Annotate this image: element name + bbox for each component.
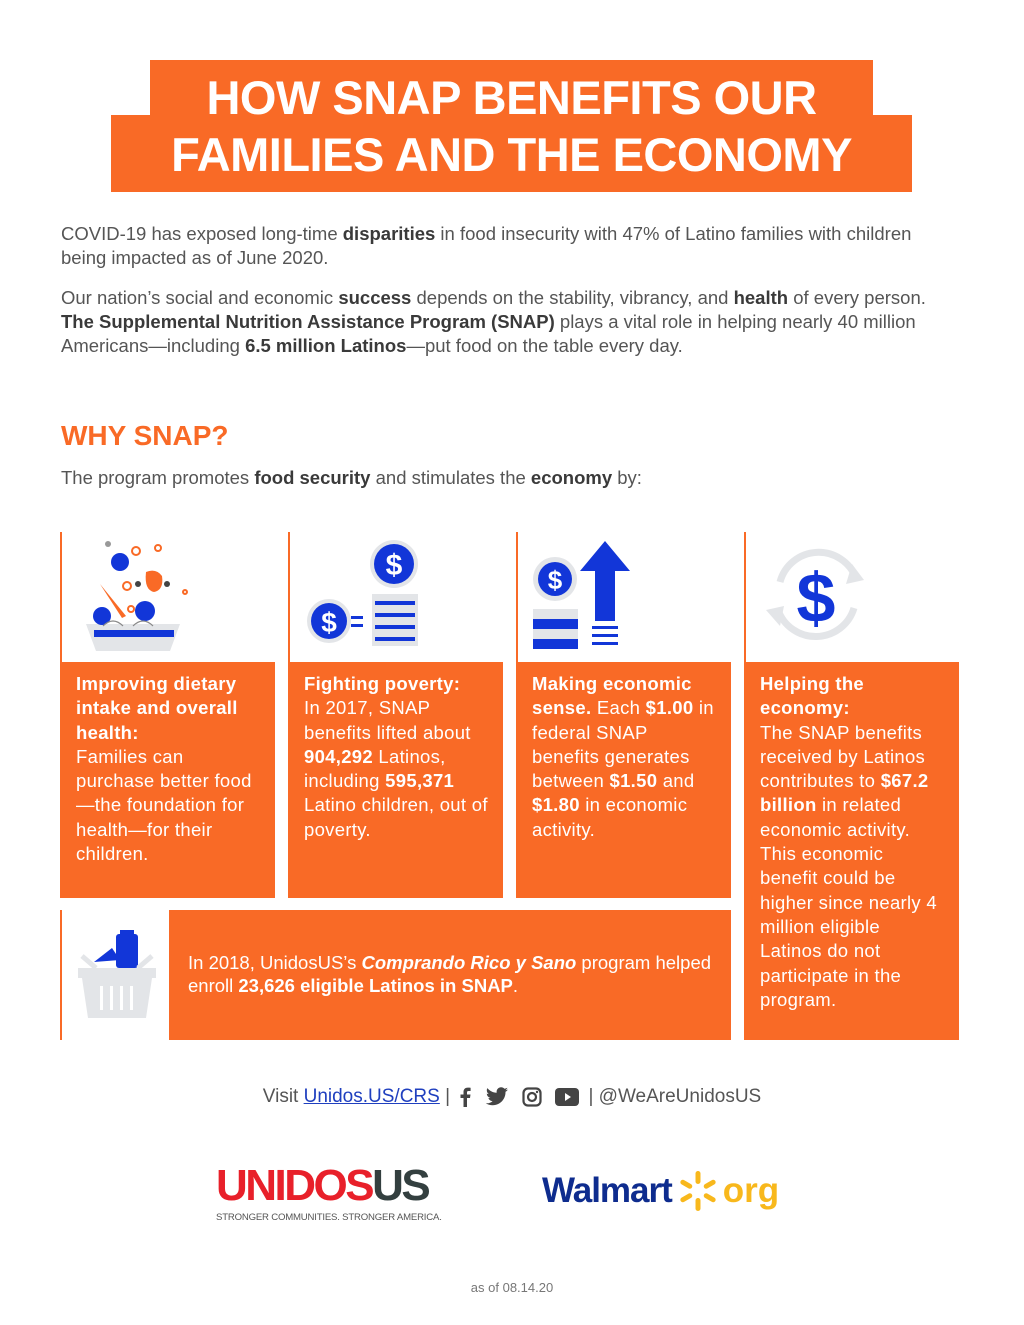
logo-text: Walmart xyxy=(542,1171,672,1210)
text: —put food on the table every day. xyxy=(406,335,683,356)
logo-text: UNIDOS xyxy=(216,1161,373,1210)
visit-label: Visit xyxy=(262,1086,304,1107)
salad-bowl-icon xyxy=(78,534,188,654)
card-stat: 595,371 xyxy=(385,770,455,792)
card-title: Helping the economy: xyxy=(760,673,865,719)
card-body: in related economic activity. This economic benefit could be higher since nearly 4 million eligible Latinos do not participate in the program. xyxy=(760,794,938,1010)
svg-text:$: $ xyxy=(385,549,403,582)
card-body: in federal SNAP benefits generates between xyxy=(532,697,714,792)
text: depends on the stability, vibrancy, and xyxy=(411,287,734,308)
card-economic-sense xyxy=(517,662,731,898)
card-body: Latinos, including xyxy=(304,745,446,792)
column-divider xyxy=(60,910,62,1040)
card-body: and xyxy=(657,770,695,792)
text: . xyxy=(512,975,519,996)
page-title-line1: HOW SNAP BENEFITS OUR xyxy=(206,71,817,124)
text-bold: food security xyxy=(254,467,371,488)
program-name: Comprando Rico y Sano xyxy=(361,952,577,973)
card-body: in economic activity. xyxy=(532,794,688,840)
logo-text: US xyxy=(372,1161,429,1210)
card-fighting-poverty xyxy=(289,662,503,898)
walmart-org-logo xyxy=(542,1170,812,1230)
text: In 2018, UnidosUS’s xyxy=(188,952,362,973)
card-dietary-health xyxy=(61,662,275,898)
svg-text:$: $ xyxy=(321,607,337,638)
date-stamp: as of 08.14.20 xyxy=(470,1280,554,1295)
walmart-spark-icon xyxy=(678,1170,718,1212)
social-handle: @WeAreUnidosUS xyxy=(598,1086,762,1107)
text: of every person. xyxy=(788,287,926,308)
text: by: xyxy=(612,467,642,488)
card-body: Latino children, out of poverty. xyxy=(304,794,488,840)
enrollment-callout xyxy=(169,910,731,1040)
separator: | xyxy=(439,1086,456,1107)
text: plays a vital role in helping nearly 40 million Americans—including xyxy=(61,311,916,356)
card-stat: $1.00 xyxy=(645,697,694,719)
text: COVID-19 has exposed long-time xyxy=(61,223,343,244)
logo-tagline: STRONGER COMMUNITIES. STRONGER AMERICA. xyxy=(216,1212,442,1223)
dollar-cycle-icon xyxy=(760,544,872,648)
dollar-coins-list-icon xyxy=(305,538,425,648)
text-bold: health xyxy=(733,287,789,308)
card-title: Making economic sense. xyxy=(532,673,692,719)
enroll-stat: 23,626 eligible Latinos in SNAP xyxy=(238,975,513,996)
card-body: In 2017, SNAP benefits lifted about xyxy=(304,697,471,743)
intro-paragraph-2 xyxy=(61,286,956,358)
footer-links xyxy=(0,1084,1024,1110)
page-title-line2: FAMILIES AND THE ECONOMY xyxy=(171,128,852,181)
intro-paragraph-1 xyxy=(61,222,961,270)
card-title: Improving dietary intake and overall health: xyxy=(76,673,238,743)
card-body: Families can purchase better food—the foundation for health—for their children. xyxy=(76,745,252,865)
section-heading: WHY SNAP? xyxy=(61,420,229,451)
text-bold: success xyxy=(338,287,412,308)
instagram-icon[interactable] xyxy=(522,1087,542,1107)
card-title: Fighting poverty: xyxy=(304,673,461,694)
card-stat: $67.2 billion xyxy=(760,770,929,816)
text: program helped enroll xyxy=(188,952,712,996)
text-bold: 6.5 million Latinos xyxy=(245,335,407,356)
twitter-icon[interactable] xyxy=(485,1087,509,1107)
youtube-icon[interactable] xyxy=(555,1088,579,1106)
grocery-basket-icon xyxy=(76,930,158,1020)
section-subheading xyxy=(61,466,642,490)
card-stat: 904,292 xyxy=(304,745,373,767)
card-stat: $1.50 xyxy=(609,770,658,792)
text-bold: The Supplemental Nutrition Assistance Program (SNAP) xyxy=(61,311,555,332)
text: and stimulates the xyxy=(370,467,531,488)
svg-text:$: $ xyxy=(796,559,836,637)
facebook-icon[interactable] xyxy=(459,1087,471,1107)
card-helping-economy xyxy=(745,662,959,1040)
text-bold: disparities xyxy=(342,223,436,244)
page-title xyxy=(111,68,912,185)
text: The program promotes xyxy=(61,467,255,488)
text-bold: economy xyxy=(530,467,613,488)
text: Our nation’s social and economic xyxy=(61,287,339,308)
text: in food insecurity with 47% of Latino families with children being impacted as of June 2020. xyxy=(61,223,912,268)
svg-text:$: $ xyxy=(547,565,563,595)
unidosus-logo xyxy=(216,1163,450,1228)
logo-text: org xyxy=(722,1171,780,1210)
card-body: The SNAP benefits received by Latinos contributes to xyxy=(760,721,926,792)
separator: | xyxy=(588,1086,599,1107)
website-link[interactable]: Unidos.US/CRS xyxy=(303,1086,440,1107)
card-body: Each xyxy=(591,697,646,719)
card-stat: $1.80 xyxy=(532,794,580,816)
dollar-arrow-up-icon xyxy=(530,539,635,649)
